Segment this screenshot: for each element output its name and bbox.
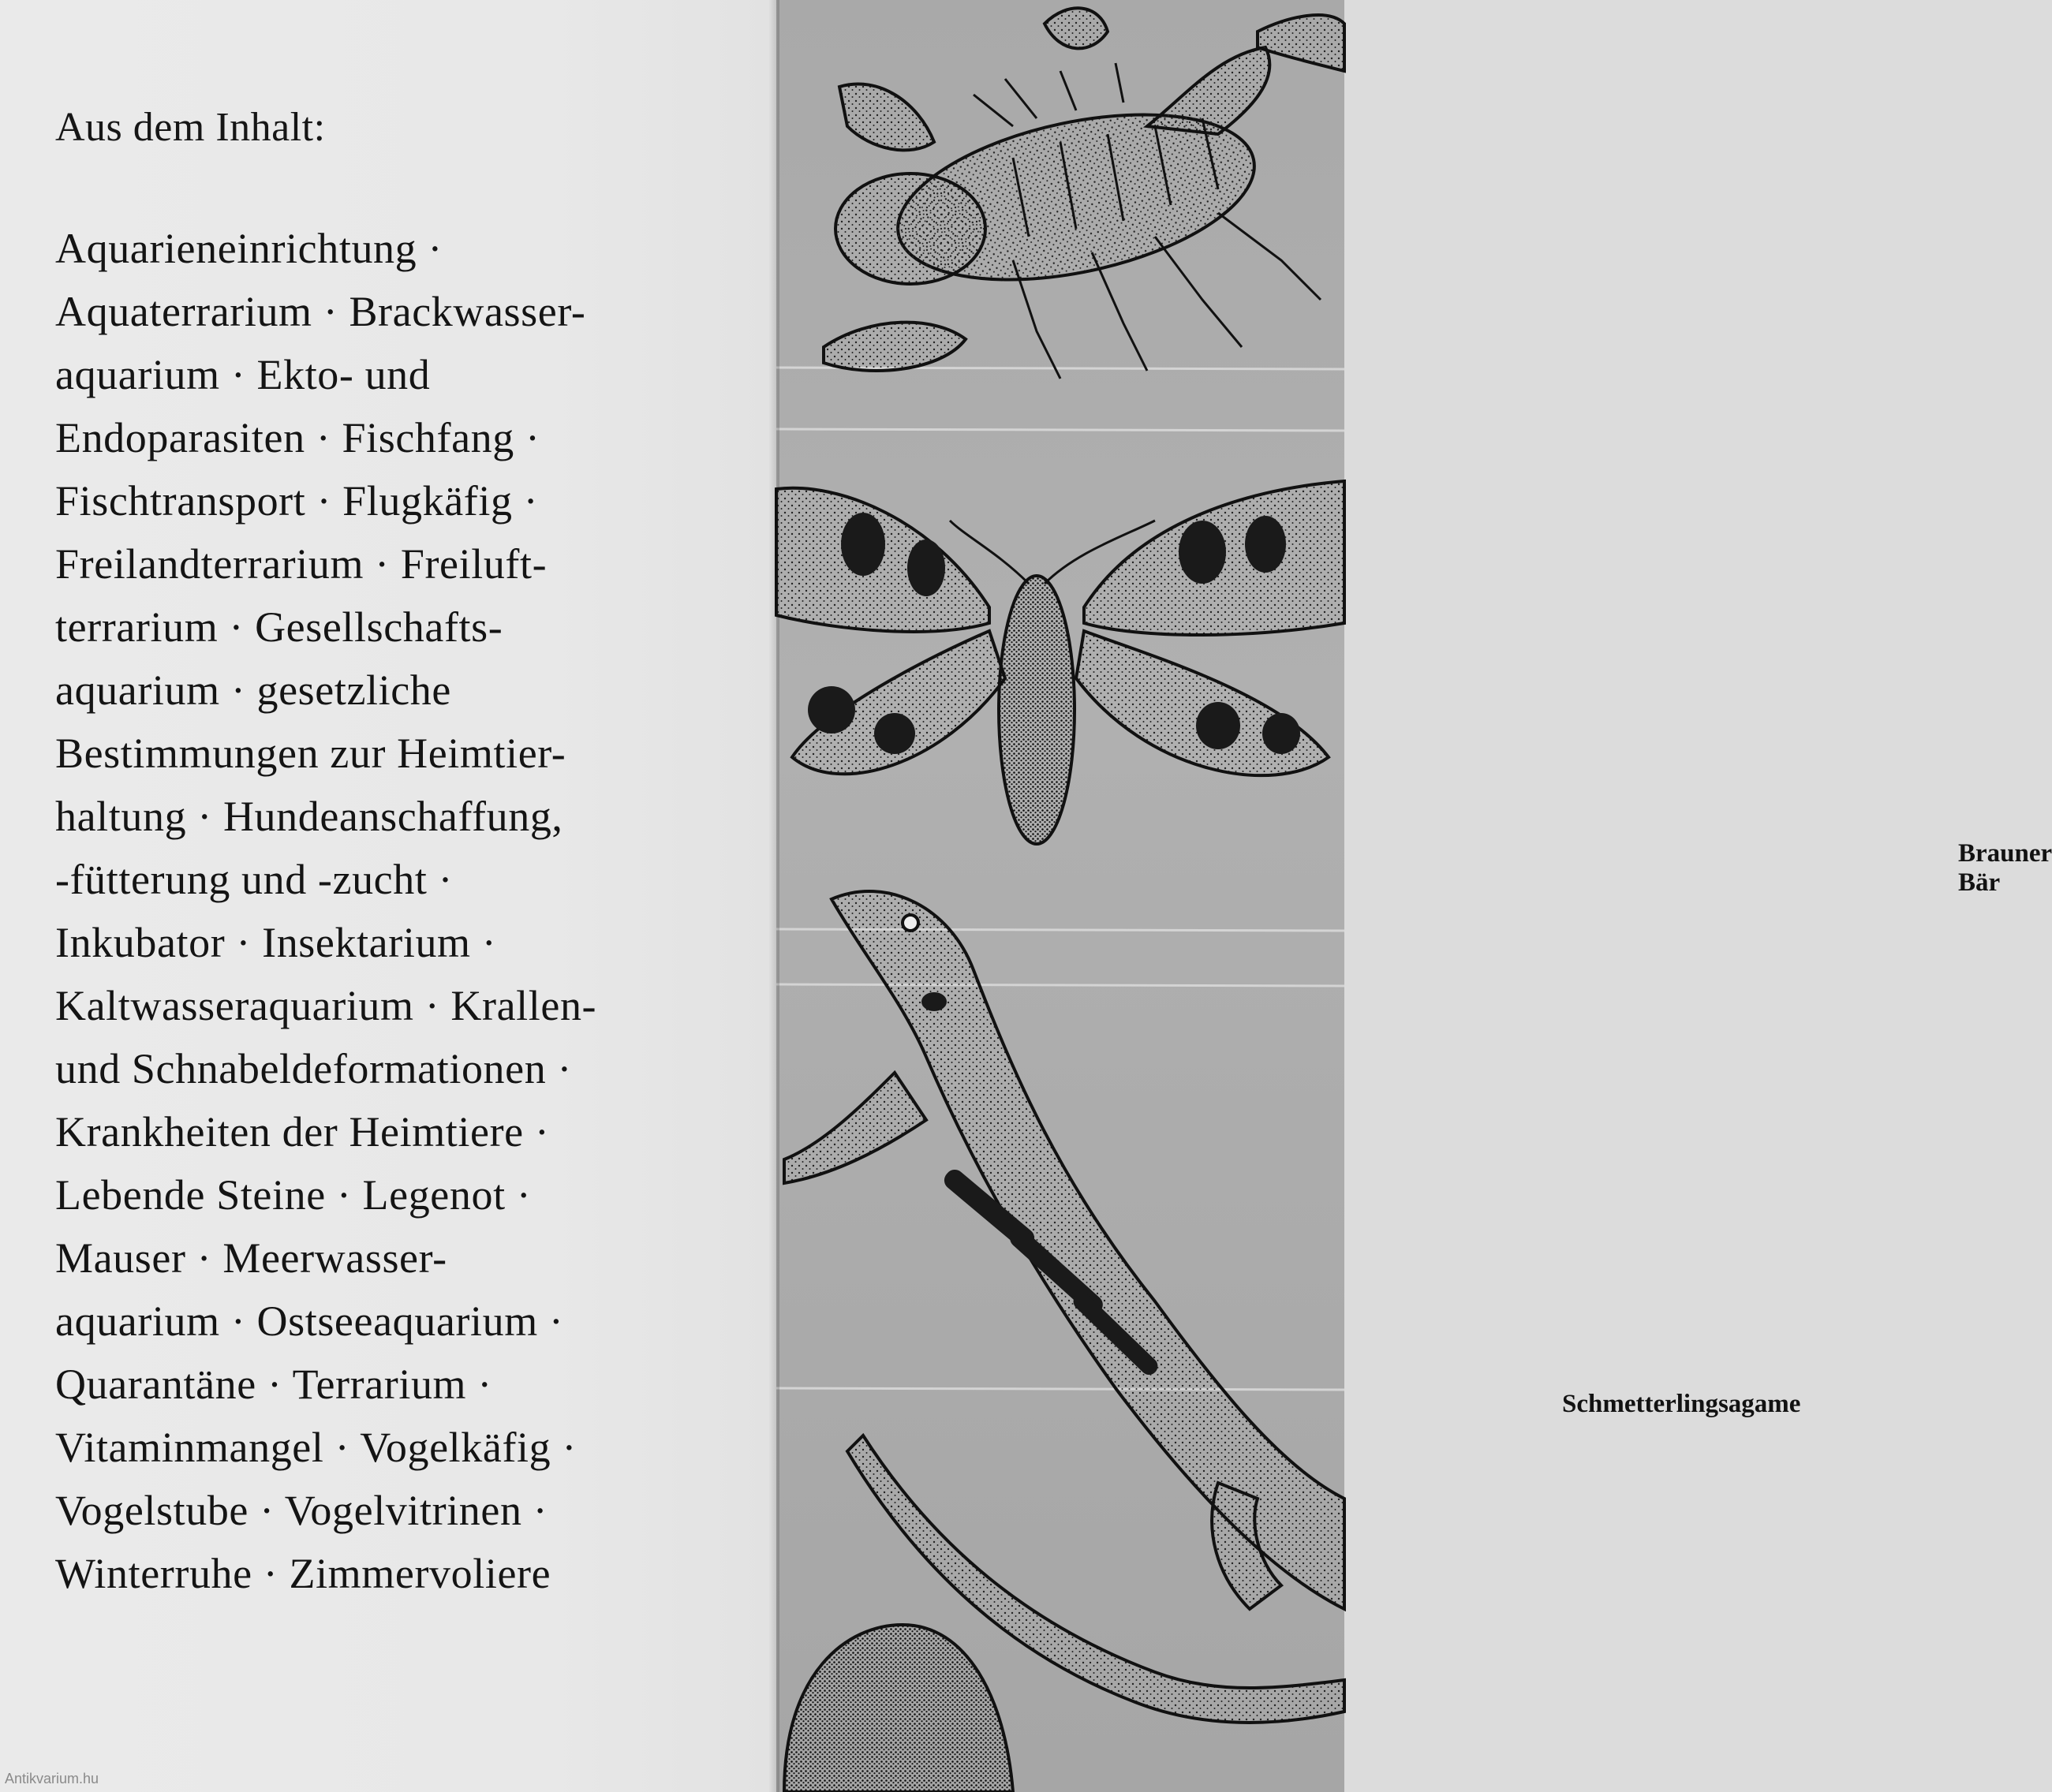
contents-line: aquarium · Ekto- und: [55, 351, 431, 398]
contents-line: Mauser · Meerwasser-: [55, 1234, 447, 1282]
contents-list: [55, 217, 596, 1605]
contents-line: Vitaminmangel · Vogelkäfig ·: [55, 1424, 577, 1471]
contents-line: -fütterung und -zucht ·: [55, 856, 454, 903]
scorpion-drawing: [824, 8, 1344, 379]
animal-illustrations: [776, 0, 1344, 1792]
contents-line: terrarium · Gesellschafts-: [55, 603, 503, 651]
contents-line: Aquarieneinrichtung ·: [55, 225, 443, 272]
contents-line: Quarantäne · Terrarium ·: [55, 1361, 492, 1408]
contents-line: Winterruhe · Zimmervoliere: [55, 1550, 551, 1597]
illustration-panel: [776, 0, 2052, 1792]
moth-drawing: [776, 481, 1344, 844]
contents-line: aquarium · gesetzliche: [55, 666, 451, 714]
page-fold-shadow: [768, 0, 779, 1792]
contents-line: Inkubator · Insektarium ·: [55, 919, 497, 966]
watermark: Antikvarium.hu: [5, 1771, 99, 1786]
lizard-drawing: [784, 891, 1344, 1723]
contents-page: [0, 0, 776, 1792]
bottom-creature-drawing: [784, 1625, 1013, 1792]
contents-line: Bestimmungen zur Heimtier-: [55, 730, 566, 777]
caption-brauner-baer: Brauner Bär: [1958, 839, 2052, 897]
contents-line: haltung · Hundeanschaffung,: [55, 793, 563, 840]
contents-line: Fischtransport · Flugkäfig ·: [55, 477, 539, 525]
contents-line: Kaltwasseraquarium · Krallen-: [55, 982, 597, 1029]
contents-line: Krankheiten der Heimtiere ·: [55, 1108, 550, 1155]
caption-schmetterlingsagame: Schmetterlingsagame: [1562, 1390, 1801, 1418]
contents-line: Vogelstube · Vogelvitrinen ·: [55, 1487, 548, 1534]
contents-line: aquarium · Ostseeaquarium ·: [55, 1297, 564, 1345]
contents-heading: Aus dem Inhalt:: [55, 105, 326, 150]
contents-line: Lebende Steine · Legenot ·: [55, 1171, 532, 1219]
contents-line: Aquaterrarium · Brackwasser-: [55, 288, 586, 335]
contents-line: Endoparasiten · Fischfang ·: [55, 414, 540, 461]
contents-line: Freilandterrarium · Freiluft-: [55, 540, 548, 588]
contents-line: und Schnabeldeformationen ·: [55, 1045, 572, 1092]
